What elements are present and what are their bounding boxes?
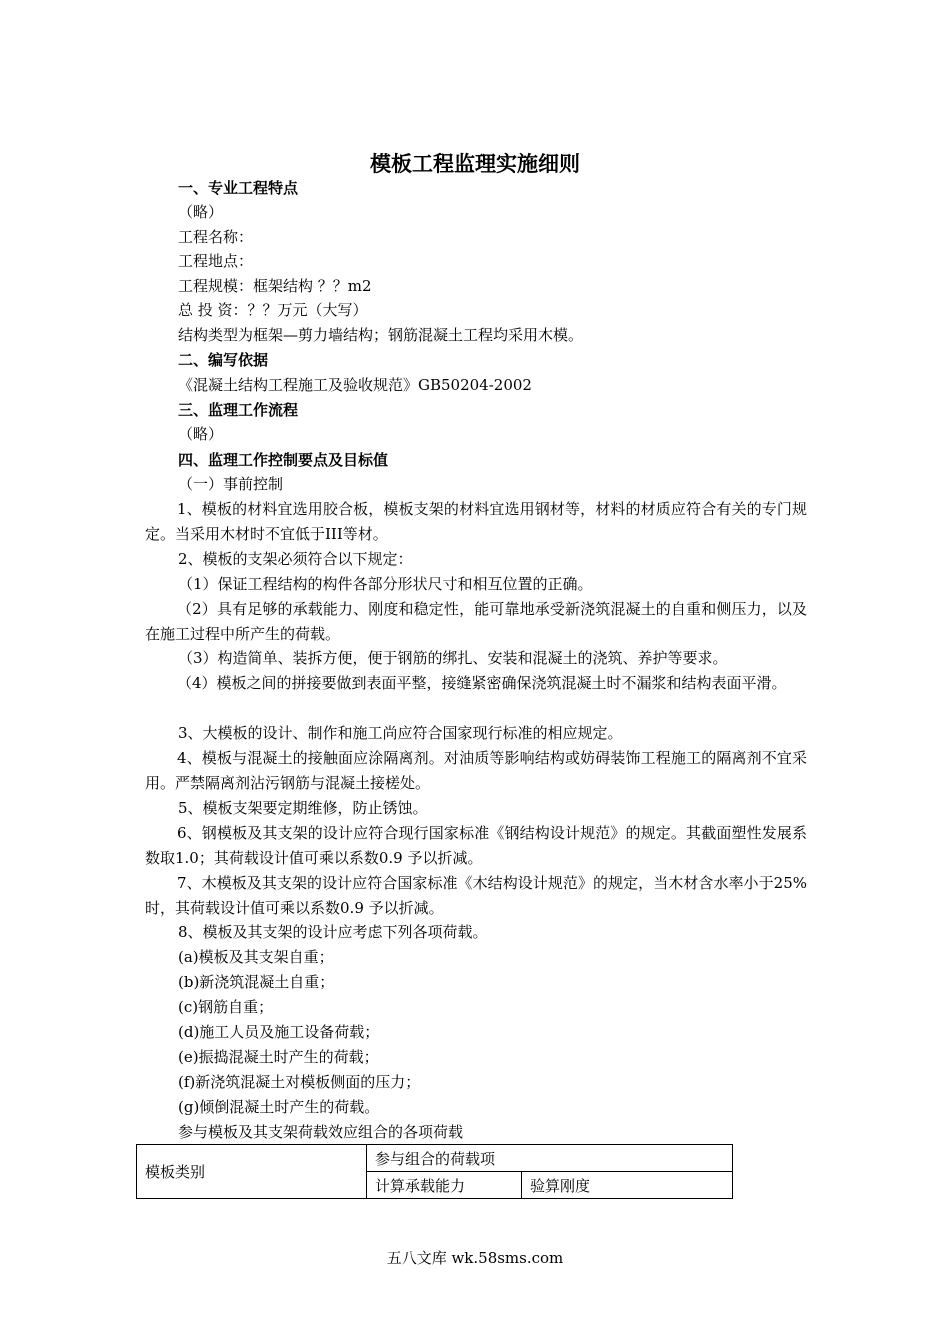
item-1: 1、模板的材料宜选用胶合板，模板支架的材料宜选用钢材等，材料的材质应符合有关的专门规定。当采用木材时不宜低于III等材。 [145, 500, 807, 543]
total-investment: 总 投 资：？？万元（大写） [178, 301, 368, 319]
document-title: 模板工程监理实施细则 [370, 152, 580, 176]
item-2-4: （4）模板之间的拼接要做到表面平整，接缝紧密确保浇筑混凝土时不漏浆和结构表面平滑。 [177, 674, 787, 692]
load-g: (g)倾倒混凝土时产生的荷载。 [178, 1098, 380, 1116]
load-f: (f)新浇筑混凝土对模板侧面的压力； [178, 1073, 421, 1091]
item-6: 6、钢模板及其支架的设计应符合现行国家标准《钢结构设计规范》的规定。其截面塑性发展系数取1.0；其荷载设计值可乘以系数0.9 予以折减。 [145, 824, 807, 867]
basis-standard: 《混凝土结构工程施工及验收规范》GB50204-2002 [178, 376, 532, 394]
structure-type: 结构类型为框架—剪力墙结构；钢筋混凝土工程均采用木模。 [178, 326, 584, 344]
section-1-omitted: （略） [178, 203, 224, 221]
load-e: (e)振捣混凝土时产生的荷载； [178, 1048, 379, 1066]
footer-watermark: 五八文库 wk.58sms.com [386, 1249, 564, 1267]
item-2-3: （3）构造简单、装拆方便，便于钢筋的绑扎、安装和混凝土的浇筑、养护等要求。 [178, 649, 728, 667]
section-3-omitted: （略） [178, 425, 224, 443]
item-4: 4、模板与混凝土的接触面应涂隔离剂。对油质等影响结构或妨碍装饰工程施工的隔离剂不宜采用。严禁隔离剂沾污钢筋与混凝土接槎处。 [145, 749, 807, 792]
load-a: (a)模板及其支架自重； [178, 948, 334, 966]
project-scale: 工程规模：框架结构 ？？m2 [178, 277, 372, 295]
load-b: (b)新浇筑混凝土自重； [178, 973, 335, 991]
load-d: (d)施工人员及施工设备荷载； [178, 1023, 380, 1041]
table-header-stiffness: 验算刚度 [522, 1172, 733, 1199]
project-name: 工程名称： [178, 228, 254, 246]
project-location: 工程地点： [178, 252, 254, 270]
table-header-bearing-capacity: 计算承载能力 [367, 1172, 522, 1199]
section-2-heading: 二、编写依据 [178, 351, 269, 369]
load-combination-table [136, 1144, 733, 1199]
item-2: 2、模板的支架必须符合以下规定： [178, 550, 413, 568]
subsection-pre-control: （一）事前控制 [178, 475, 284, 493]
item-2-1: （1）保证工程结构的构件各部分形状尺寸和相互位置的正确。 [178, 575, 593, 593]
load-c: (c)钢筋自重； [178, 998, 274, 1016]
item-2-2: （2）具有足够的承载能力、刚度和稳定性，能可靠地承受新浇筑混凝土的自重和侧压力，以及在施工过程中所产生的荷载。 [145, 600, 807, 643]
section-1-heading: 一、专业工程特点 [178, 179, 299, 197]
item-7: 7、木模板及其支架的设计应符合国家标准《木结构设计规范》的规定，当木材含水率小于25%时，其荷载设计值可乘以系数0.9 予以折减。 [145, 874, 807, 917]
table-header-formwork-type: 模板类别 [137, 1145, 367, 1199]
table-header-load-items: 参与组合的荷载项 [367, 1145, 733, 1172]
table-caption: 参与模板及其支架荷载效应组合的各项荷载 [178, 1123, 464, 1141]
item-3: 3、大模板的设计、制作和施工尚应符合国家现行标准的相应规定。 [178, 724, 623, 742]
item-5: 5、模板支架要定期维修，防止锈蚀。 [178, 799, 428, 817]
section-4-heading: 四、监理工作控制要点及目标值 [178, 451, 389, 469]
item-8: 8、模板及其支架的设计应考虑下列各项荷载。 [178, 923, 488, 941]
section-3-heading: 三、监理工作流程 [178, 401, 299, 419]
